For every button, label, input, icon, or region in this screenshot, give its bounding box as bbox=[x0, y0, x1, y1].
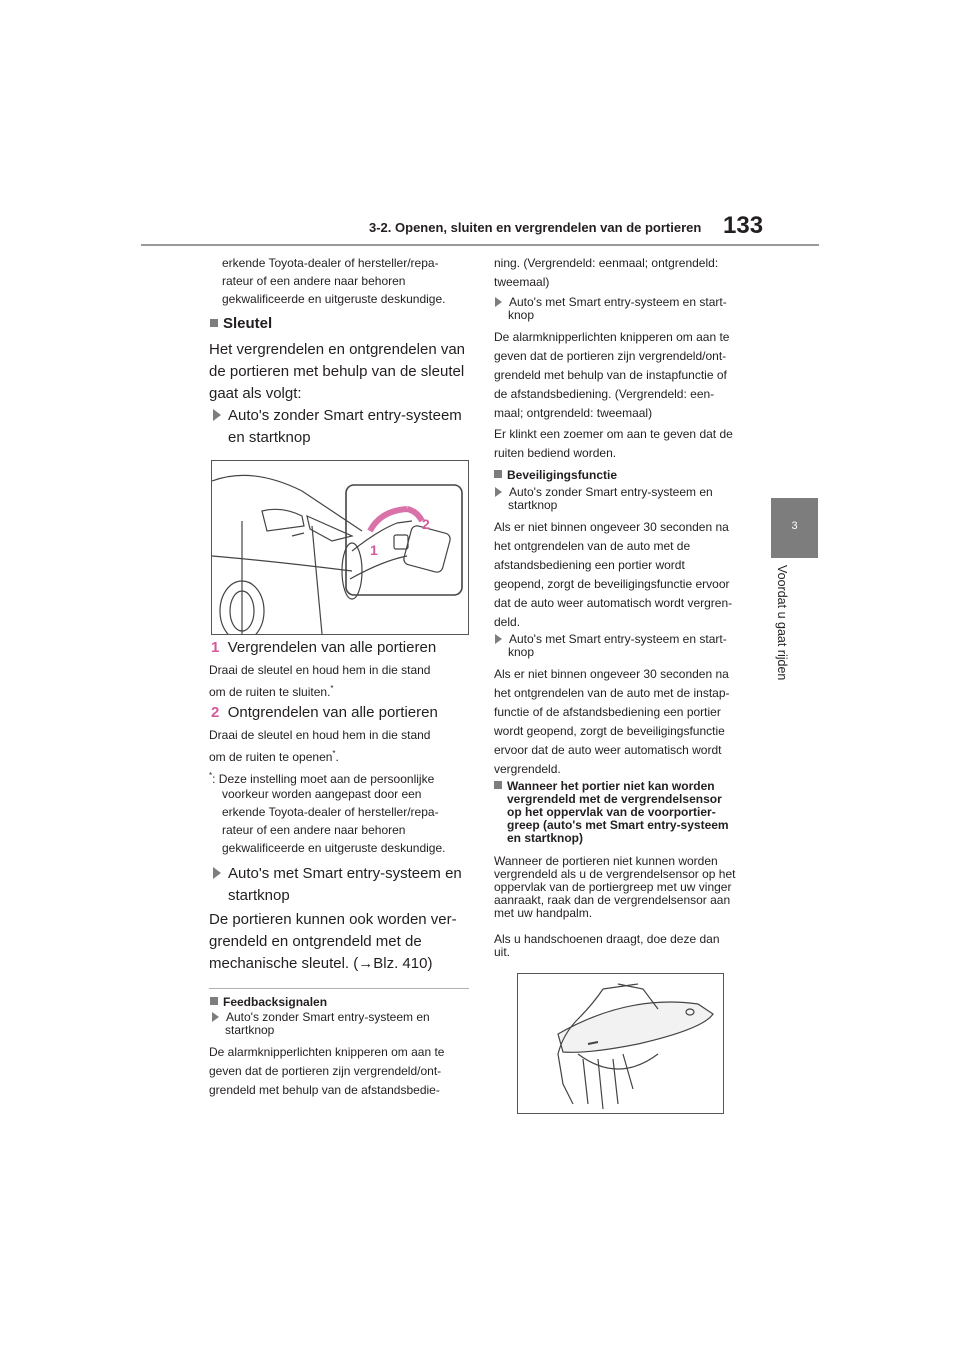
right-text3-4: geopend, zorgt de beveiligingsfunctie ervoor bbox=[494, 577, 730, 591]
item2-number: 2 bbox=[211, 704, 220, 721]
right-text1-5: maal; ontgrendeld: tweemaal) bbox=[494, 406, 653, 420]
right-bullet2-2: startknop bbox=[508, 498, 558, 512]
right-text2-1: Er klinkt een zoemer om aan te geven dat de bbox=[494, 427, 733, 441]
mech-text-1: De portieren kunnen ook worden ver- bbox=[209, 911, 457, 928]
right-text1-2: geven dat de portieren zijn vergrendeld/ont- bbox=[494, 349, 727, 363]
intro-line-1: erkende Toyota-dealer of hersteller/repa- bbox=[222, 256, 439, 270]
item2-desc-2: om de ruiten te openen*. bbox=[209, 749, 339, 764]
right-text4-6: vergrendeld. bbox=[494, 762, 561, 776]
square-bullet-icon bbox=[210, 319, 218, 327]
right-text5-2: vergrendeld als u de vergrendelsensor op het bbox=[494, 867, 736, 881]
triangle-bullet-icon bbox=[495, 487, 502, 497]
sleutel-text-3: gaat als volgt: bbox=[209, 385, 302, 402]
side-chapter-title: Voordat u gaat rijden bbox=[775, 565, 789, 681]
right-text3-3: afstandsbediening een portier wordt bbox=[494, 558, 685, 572]
bullet-smart-2: startknop bbox=[228, 887, 290, 904]
item1-desc-1: Draai de sleutel en houd hem in die stand bbox=[209, 663, 431, 677]
item2-title: Ontgrendelen van alle portieren bbox=[227, 704, 438, 721]
right-text6-2: uit. bbox=[494, 945, 511, 959]
item2-desc-1: Draai de sleutel en houd hem in die stand bbox=[209, 728, 431, 742]
hand-sensor-figure bbox=[517, 973, 724, 1114]
right-text4-2: het ontgrendelen van de auto met de instap- bbox=[494, 686, 730, 700]
right-text4-4: wordt geopend, zorgt de beveiligingsfunctie bbox=[494, 724, 725, 738]
mech-text-2: grendeld en ontgrendeld met de bbox=[209, 933, 422, 950]
square-bullet-icon bbox=[494, 470, 502, 478]
right-text3-6: deld. bbox=[494, 615, 521, 629]
right-text4-1: Als er niet binnen ongeveer 30 seconden na bbox=[494, 667, 729, 681]
hand-on-handle-illustration bbox=[518, 974, 723, 1113]
wanneer-heading-3: op het oppervlak van de voorportier- bbox=[507, 805, 716, 819]
feedback-text-3: grendeld met behulp van de afstandsbedie- bbox=[209, 1083, 440, 1097]
fig-label-2: 2 bbox=[422, 516, 430, 532]
bullet-smart-1: Auto's met Smart entry-systeem en bbox=[213, 863, 462, 884]
right-text1-3: grendeld met behulp van de instapfunctie of bbox=[494, 368, 727, 382]
right-text2-2: ruiten bediend worden. bbox=[494, 446, 617, 460]
right-text6-1: Als u handschoenen draagt, doe deze dan bbox=[494, 932, 720, 946]
right-bullet3-2: knop bbox=[508, 645, 535, 659]
right-text4-3: functie of de afstandsbediening een portier bbox=[494, 705, 721, 719]
triangle-bullet-icon bbox=[495, 297, 502, 307]
bullet-no-smart-1: Auto's zonder Smart entry-systeem bbox=[213, 405, 462, 426]
cont-line-1: ning. (Vergrendeld: eenmaal; ontgrendeld: bbox=[494, 256, 719, 270]
triangle-bullet-icon bbox=[495, 634, 502, 644]
right-text5-1: Wanneer de portieren niet kunnen worden bbox=[494, 854, 718, 868]
chapter-title: 3-2. Openen, sluiten en vergrendelen van de portieren bbox=[369, 220, 702, 235]
right-text4-5: ervoor dat de auto weer automatisch wordt bbox=[494, 743, 722, 757]
item1-desc-2: om de ruiten te sluiten.* bbox=[209, 684, 334, 699]
section-divider bbox=[209, 988, 469, 989]
wanneer-heading-2: vergrendeld met de vergrendelsensor bbox=[507, 792, 722, 806]
triangle-bullet-icon bbox=[212, 1012, 219, 1022]
square-bullet-icon bbox=[210, 997, 218, 1005]
cont-line-2: tweemaal) bbox=[494, 275, 550, 289]
right-text5-4: aanraakt, raak dan de vergrendelsensor aan bbox=[494, 893, 731, 907]
right-text1-4: de afstandsbediening. (Vergrendeld: een- bbox=[494, 387, 715, 401]
intro-line-2: rateur of een andere naar behoren bbox=[222, 274, 406, 288]
car-door-key-illustration bbox=[212, 461, 468, 634]
footnote-line-5: gekwalificeerde en uitgeruste deskundige. bbox=[222, 841, 446, 855]
right-text5-3: oppervlak van de portiergreep met uw vinger bbox=[494, 880, 732, 894]
feedback-text-1: De alarmknipperlichten knipperen om aan te bbox=[209, 1045, 445, 1059]
header-rule bbox=[141, 244, 819, 246]
right-text3-5: dat de auto weer automatisch wordt vergren- bbox=[494, 596, 733, 610]
side-tab-number: 3 bbox=[791, 520, 798, 532]
footnote-line-2: voorkeur worden aangepast door een bbox=[222, 787, 422, 801]
page-number: 133 bbox=[723, 212, 764, 239]
right-bullet2-1: Auto's zonder Smart entry-systeem en bbox=[495, 486, 713, 499]
bullet-no-smart-2: en startknop bbox=[228, 429, 311, 446]
sleutel-text-2: de portieren met behulp van de sleutel bbox=[209, 363, 465, 380]
footnote-line-4: rateur of een andere naar behoren bbox=[222, 823, 406, 837]
right-bullet1-2: knop bbox=[508, 308, 535, 322]
right-text3-1: Als er niet binnen ongeveer 30 seconden na bbox=[494, 520, 729, 534]
intro-line-3: gekwalificeerde en uitgeruste deskundige. bbox=[222, 292, 446, 306]
feedback-bullet-2: startknop bbox=[225, 1023, 275, 1037]
feedback-text-2: geven dat de portieren zijn vergrendeld/ont- bbox=[209, 1064, 442, 1078]
right-bullet1-1: Auto's met Smart entry-systeem en start- bbox=[495, 296, 727, 309]
item1-number: 1 bbox=[211, 639, 220, 656]
square-bullet-icon bbox=[494, 781, 502, 789]
footnote-line-1: *: Deze instelling moet aan de persoonlijke bbox=[209, 771, 435, 786]
item1-title: Vergrendelen van alle portieren bbox=[227, 639, 437, 656]
key-turn-figure bbox=[211, 460, 469, 635]
fig-label-1: 1 bbox=[370, 542, 378, 558]
feedback-heading: Feedbacksignalen bbox=[210, 993, 327, 1011]
mech-text-3: mechanische sleutel. (→Blz. 410) bbox=[209, 955, 433, 972]
sleutel-heading: Sleutel bbox=[210, 313, 272, 334]
feedback-bullet-1: Auto's zonder Smart entry-systeem en bbox=[212, 1011, 430, 1024]
right-text1-1: De alarmknipperlichten knipperen om aan te bbox=[494, 330, 730, 344]
item2-title-row bbox=[211, 702, 438, 723]
right-text3-2: het ontgrendelen van de auto met de bbox=[494, 539, 691, 553]
wanneer-heading-5: en startknop) bbox=[507, 831, 584, 845]
triangle-bullet-icon bbox=[213, 409, 221, 421]
footnote-line-3: erkende Toyota-dealer of hersteller/repa- bbox=[222, 805, 439, 819]
wanneer-heading-4: greep (auto's met Smart entry-systeem bbox=[507, 818, 729, 832]
wanneer-heading-1: Wanneer het portier niet kan worden bbox=[494, 780, 715, 793]
beveiliging-heading: Beveiligingsfunctie bbox=[494, 466, 617, 484]
right-text5-5: met uw handpalm. bbox=[494, 906, 593, 920]
sleutel-text-1: Het vergrendelen en ontgrendelen van bbox=[209, 341, 466, 358]
item1-title-row bbox=[211, 637, 436, 658]
triangle-bullet-icon bbox=[213, 867, 221, 879]
right-bullet3-1: Auto's met Smart entry-systeem en start- bbox=[495, 633, 727, 646]
